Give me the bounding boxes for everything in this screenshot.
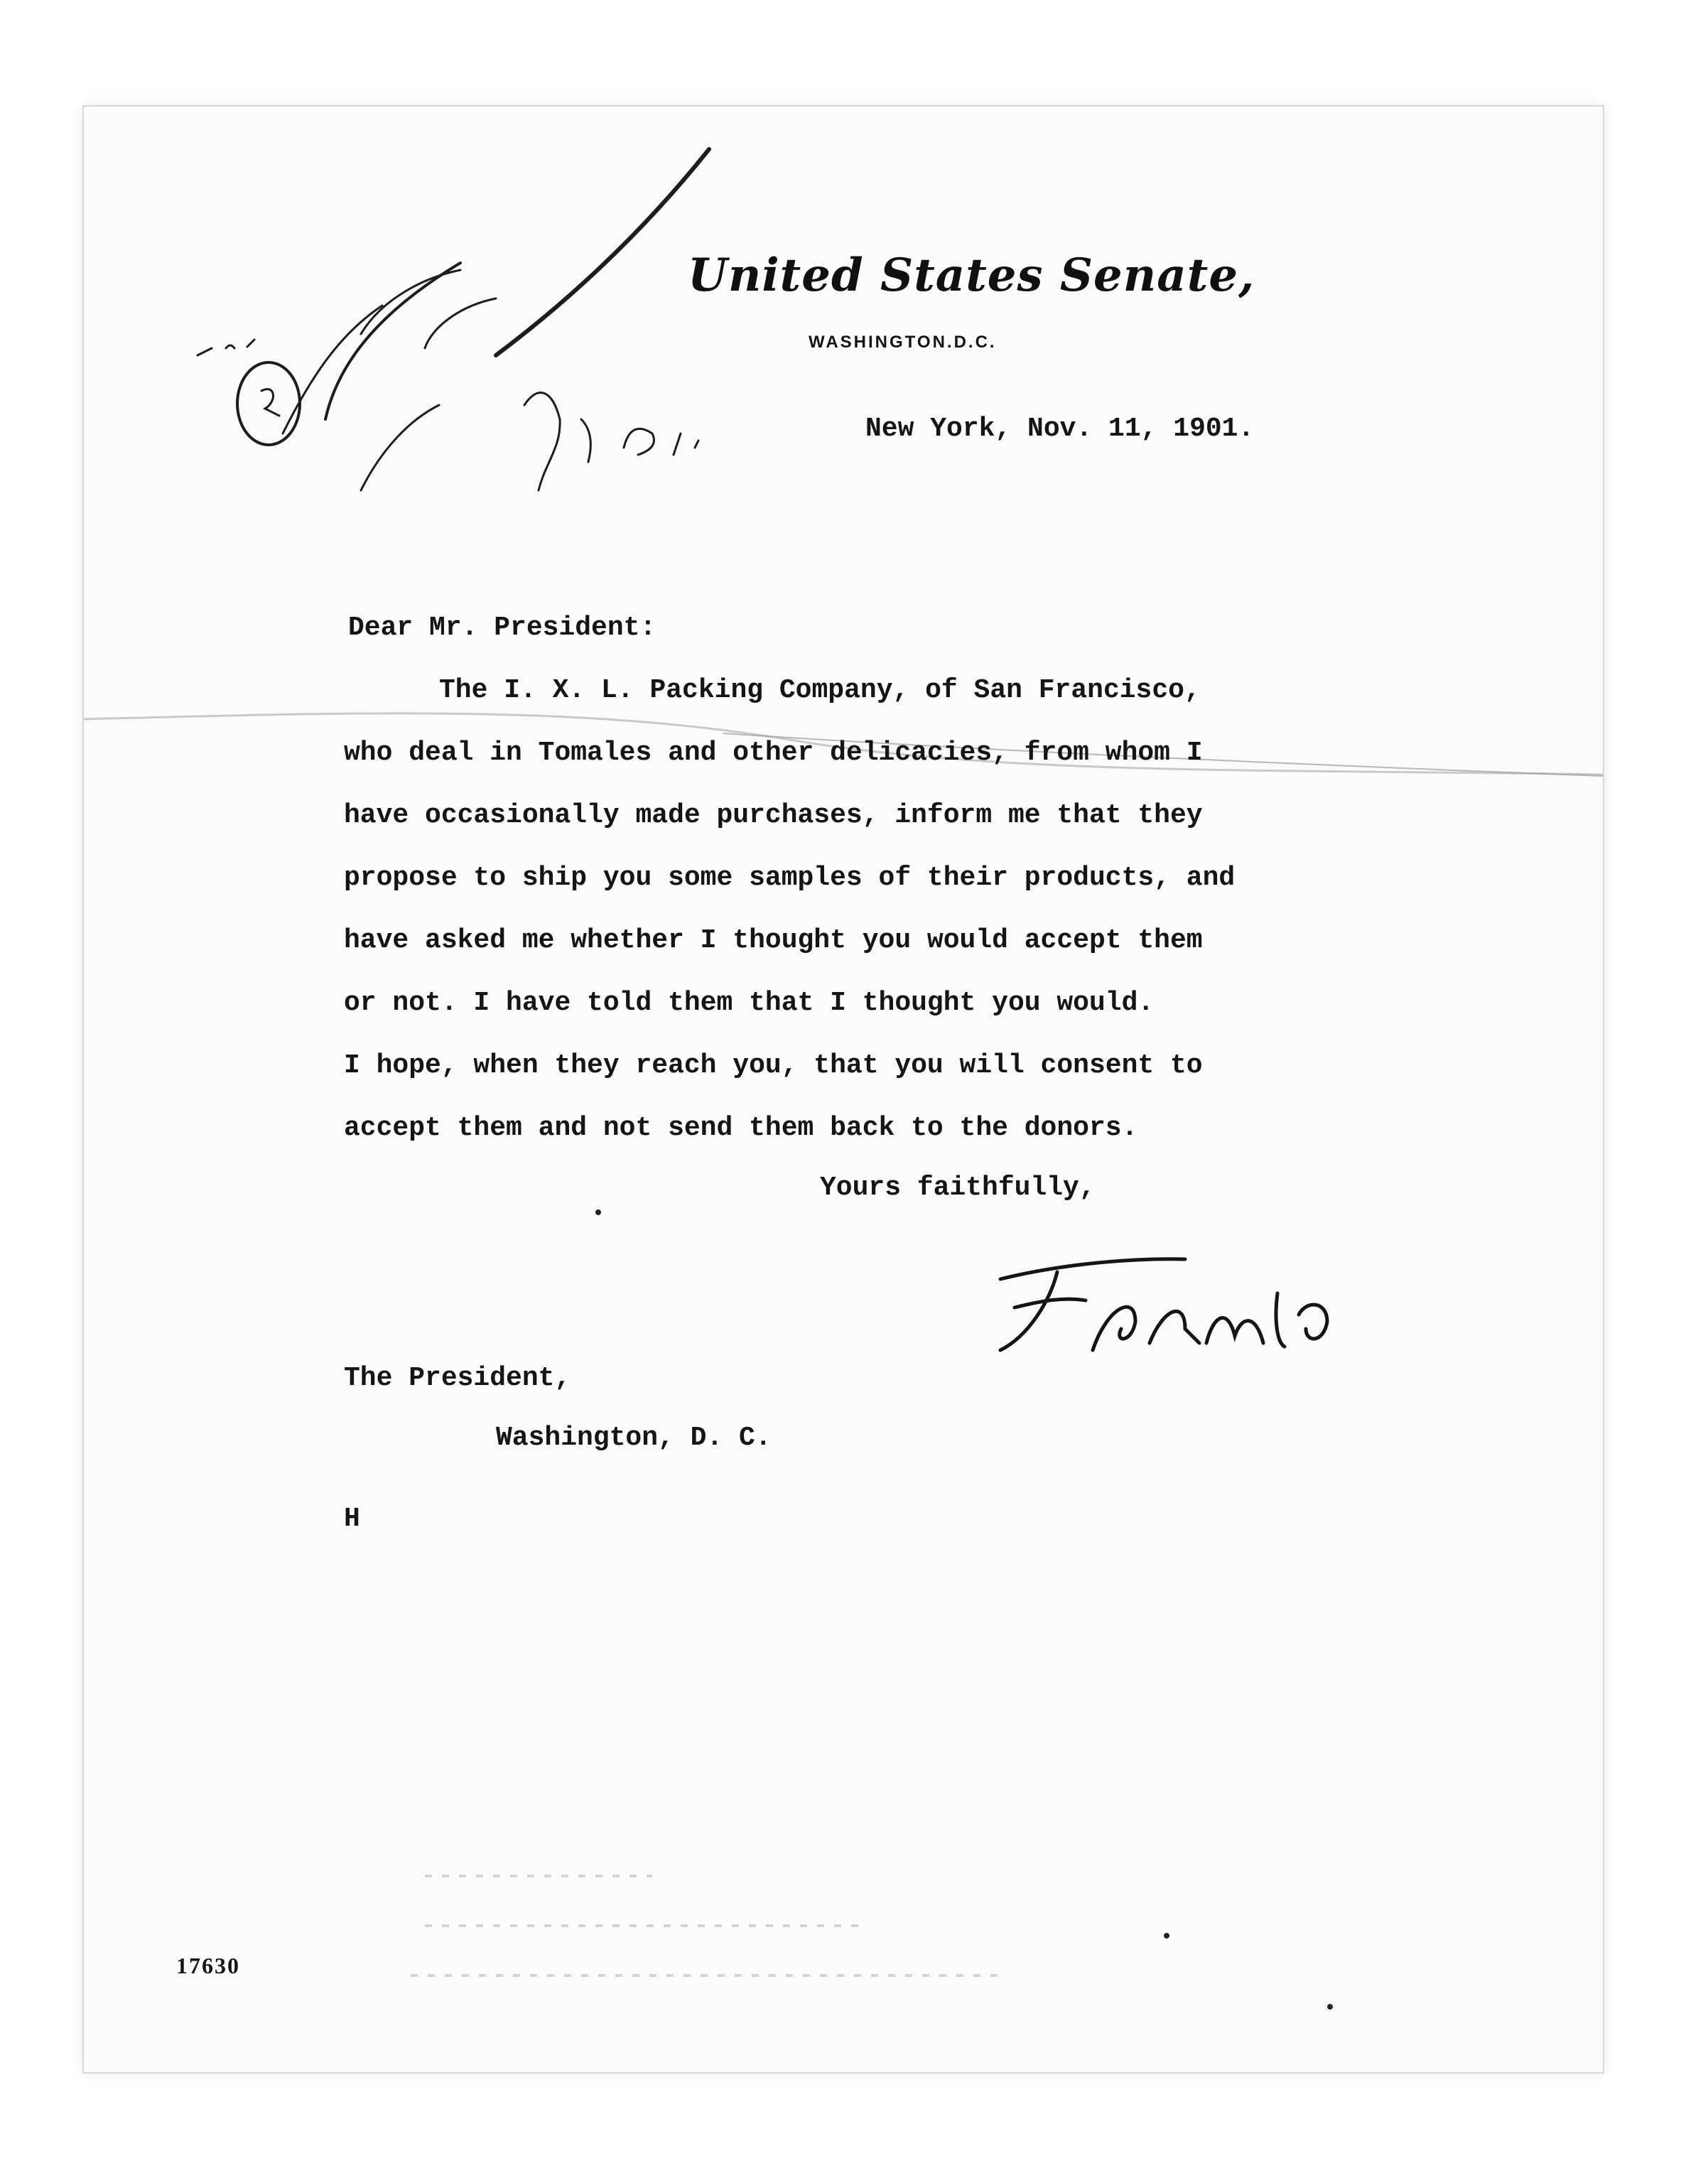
document-number: 17630 <box>176 1953 240 1978</box>
body-line: have occasionally made purchases, inform me that they <box>344 800 1203 831</box>
recipient-line-1: The President, <box>344 1363 571 1394</box>
paper-fold-crease <box>84 634 1603 804</box>
ink-speck <box>1327 2004 1333 2010</box>
salutation: Dear Mr. President: <box>348 613 656 643</box>
recipient-line-2: Washington, D. C. <box>496 1423 772 1453</box>
body-line: I hope, when they reach you, that you will consent to <box>344 1050 1203 1081</box>
dateline: New York, Nov. 11, 1901. <box>865 414 1255 444</box>
typist-initial: H <box>344 1504 360 1534</box>
body-line: accept them and not send them back to the donors. <box>344 1113 1138 1143</box>
letter-sheet <box>84 107 1603 2072</box>
ink-speck <box>1164 1933 1169 1939</box>
handwritten-annotations <box>126 121 766 647</box>
body-line: who deal in Tomales and other delicacies, from whom I <box>344 738 1203 768</box>
body-line: propose to ship you some samples of their products, and <box>344 863 1236 893</box>
letterhead-title: United States Senate, <box>688 249 1255 302</box>
signature <box>972 1229 1370 1371</box>
faint-bleed-through <box>368 1855 1221 1997</box>
closing: Yours faithfully, <box>820 1173 1096 1203</box>
body-line: The I. X. L. Packing Company, of San Francisco, <box>439 675 1201 706</box>
body-line: or not. I have told them that I thought you would. <box>344 988 1155 1018</box>
body-line: have asked me whether I thought you would accept them <box>344 925 1203 956</box>
letterhead-city: WASHINGTON.D.C. <box>809 333 997 352</box>
ink-speck <box>595 1209 601 1215</box>
